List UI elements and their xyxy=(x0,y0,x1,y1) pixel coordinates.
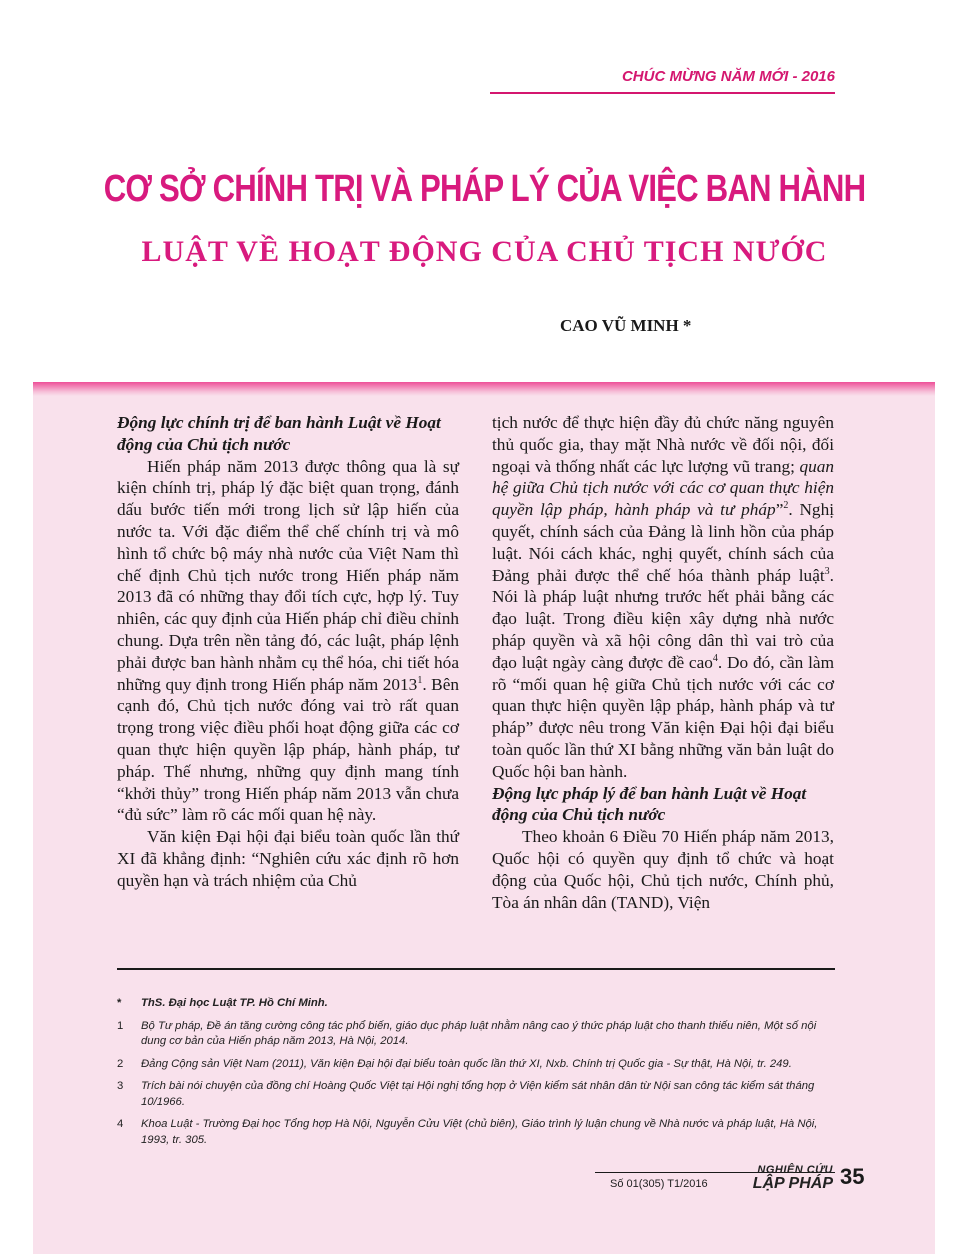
paragraph: Theo khoản 6 Điều 70 Hiến pháp năm 2013, Quốc hội có quyền quy định tổ chức và hoạt động của Quốc hội, Chủ tịch nước, Chính phủ, Tòa án nhân dân (TAND), Viện xyxy=(492,827,834,912)
footnote-ref: 3 xyxy=(824,565,830,577)
footnote-item: 3 Trích bài nói chuyện của đồng chí Hoàng Quốc Việt tại Hội nghị tổng hợp ở Viện kiểm sát nhân dân từ Nội san công tác kiểm sát tháng 10/1966. xyxy=(117,1080,815,1108)
panel-top-gradient xyxy=(33,382,935,396)
right-column xyxy=(492,412,834,913)
footnote-item: 2 Đảng Cộng sản Việt Nam (2011), Văn kiện Đại hội đại biểu toàn quốc lần thứ XI, Nxb. Chính trị Quốc gia - Sự thật, Hà Nội, tr. 249. xyxy=(117,1057,792,1070)
article-title-line1: CƠ SỞ CHÍNH TRỊ VÀ PHÁP LÝ CỦA VIỆC BAN HÀNH xyxy=(103,168,866,210)
author-name: CAO VŨ MINH * xyxy=(560,316,692,335)
paragraph: tịch nước để thực hiện đầy đủ chức năng nguyên thủ quốc gia, thay mặt Nhà nước về đối nội, đối ngoại và thống nhất các lực lượng vũ trang; quan hệ giữa Chủ tịch nước với các cơ quan thực hiện quyền lập pháp, hành pháp và tư pháp”$^2$. Nghị quyết, chính sách của Đảng là linh hồn của pháp luật. Nói cách khác, nghị quyết, chính sách của Đảng phải được thể chế hóa thành pháp luật$^3$. Nói là pháp luật nhưng trước hết phải bằng các đạo luật. Trong điều kiện xây dựng nhà nước pháp quyền và xã hội công dân thì vai trò của đạo luật ngày càng được đề cao$^4$. Do đó, cần làm rõ “mối quan hệ giữa Chủ tịch nước với các cơ quan thực hiện quyền lập pháp, hành pháp và tư pháp” được nêu trong Văn kiện Đại hội đại biểu toàn quốc lần thứ XI bằng những văn bản luật do Quốc hội ban hành. xyxy=(492,413,835,781)
footnote-ref: 1 xyxy=(417,674,423,686)
paragraph: Hiến pháp năm 2013 được thông qua là sự kiện chính trị, pháp lý đặc biệt quan trọng, đánh dấu bước tiến mới trong lịch sử lập hiến của nước ta. Với đặc điểm thể chế chính trị và mô hình tổ chức bộ máy nhà nước của Việt Nam thì chế định Chủ tịch nước trong Hiến pháp năm 2013 đã có những thay đổi tích cực, hợp lý. Tuy nhiên, các quy định của Hiến pháp chỉ điều chỉnh chung. Dựa trên nền tảng đó, các luật, pháp lệnh phải được ban hành nhằm cụ thể hóa, chi tiết hóa những quy định trong Hiến pháp năm 2013$^1$. Bên cạnh đó, Chủ tịch nước đóng vai trò rất quan trọng trong việc điều phối hoạt động giữa các cơ quan thực hiện quyền lập pháp, hành pháp, tư pháp. Thế nhưng, những quy định mang tính “khởi thủy” trong Hiến pháp năm 2013 vẫn chưa “đủ sức” làm rõ các mối quan hệ này. xyxy=(117,456,460,825)
section-heading-legal: Động lực pháp lý để ban hành Luật về Hoạt động của Chủ tịch nước xyxy=(492,783,807,825)
header-rule xyxy=(490,92,835,94)
issue-banner: CHÚC MỪNG NĂM MỚI - 2016 xyxy=(621,68,835,85)
paragraph: Văn kiện Đại hội đại biểu toàn quốc lần thứ XI đã khẳng định: “Nghiên cứu xác định rõ hơn quyền hạn và trách nhiệm của Chủ xyxy=(117,827,459,890)
footnote-item: * ThS. Đại học Luật TP. Hồ Chí Minh. xyxy=(117,997,328,1009)
footnote-item: 4 Khoa Luật - Trường Đại học Tổng hợp Hà Nội, Nguyễn Cửu Việt (chủ biên), Giáo trình lý luận chung về Nhà nước và pháp luật, Hà Nội, 1993, tr. 305. xyxy=(117,1118,818,1146)
section-heading-political: Động lực chính trị để ban hành Luật về Hoạt động của Chủ tịch nước xyxy=(117,413,441,454)
issue-number: Số 01(305) T1/2016 xyxy=(610,1178,708,1190)
left-column xyxy=(117,412,459,892)
journal-logo: NGHIÊN CỨU LẬP PHÁP xyxy=(752,1164,833,1192)
footnote-rule xyxy=(117,968,835,970)
footnote-ref: 4 xyxy=(712,653,718,664)
footnote-ref: 2 xyxy=(783,500,789,512)
page-number: 35 xyxy=(840,1164,865,1189)
article-title-line2: LUẬT VỀ HOẠT ĐỘNG CỦA CHỦ TỊCH NƯỚC xyxy=(141,235,828,268)
footnotes xyxy=(117,996,835,1155)
footnote-item: 1 Bộ Tư pháp, Đề án tăng cường công tác phổ biến, giáo dục pháp luật nhằm nâng cao ý thức pháp luật cho thanh thiếu niên, Một số nội dung cơ bản của Hiến pháp năm 2013, Hà Nội, 2014. xyxy=(117,1019,817,1047)
